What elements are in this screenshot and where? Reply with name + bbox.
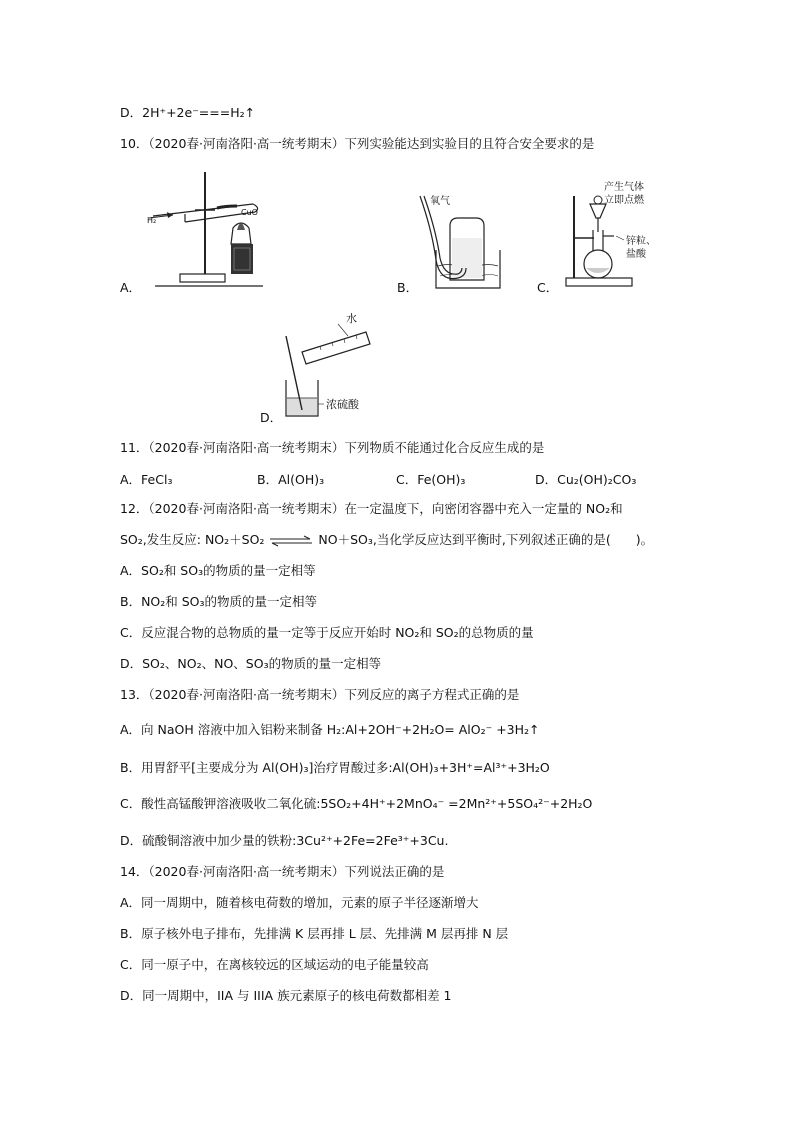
d-water-label: 水 [346,312,357,325]
q10-option-a-label: A． [120,280,142,295]
q12-option-c: C．反应混合物的总物质的量一定等于反应开始时 NO₂和 SO₂的总物质的量 [120,625,534,640]
q11-option-c: C．Fe(OH)₃ [396,472,466,487]
a-cuo-label: CuO [241,208,258,217]
d-acid-label: 浓硫酸 [326,398,359,411]
a-h2-label: H₂ [147,216,157,225]
apparatus-d-figure [280,308,380,420]
q13-stem: 13．（2020春·河南洛阳·高一统考期末）下列反应的离子方程式正确的是 [120,687,520,702]
q10-option-b-label: B． [397,280,419,295]
q11-option-b: B．Al(OH)₃ [257,472,325,487]
q11-option-d: D．Cu₂(OH)₂CO₃ [535,472,637,487]
q10-stem: 10．（2020春·河南洛阳·高一统考期末）下列实验能达到实验目的且符合安全要求的是 [120,136,595,151]
q13-option-c: C．酸性高锰酸钾溶液吸收二氧化硫:5SO₂+4H⁺+2MnO₄⁻ =2Mn²⁺+5SO₄²⁻+2H₂O [120,796,593,811]
c-ignite-label: 立即点燃 [604,195,644,206]
q11-option-a: A．FeCl₃ [120,472,173,487]
q12-stem-line2-pre: SO₂,发生反应: NO₂＋SO₂ [120,532,265,547]
q12-stem-line2-post: NO＋SO₃,当化学反应达到平衡时,下列叙述正确的是( )。 [318,532,654,547]
q13-option-d: D．硫酸铜溶液中加少量的铁粉:3Cu²⁺+2Fe=2Fe³⁺+3Cu. [120,833,449,848]
q14-option-a: A．同一周期中，随着核电荷数的增加，元素的原子半径逐渐增大 [120,895,479,910]
q10-option-d-label: D． [260,410,283,425]
q14-option-c: C．同一原子中，在离核较远的区域运动的电子能量较高 [120,957,429,972]
q10-option-c-label: C． [537,280,559,295]
q14-stem: 14．（2020春·河南洛阳·高一统考期末）下列说法正确的是 [120,864,445,879]
apparatus-a-figure [145,168,265,292]
q12-option-b: B．NO₂和 SO₃的物质的量一定相等 [120,594,318,609]
q13-option-a: A．向 NaOH 溶液中加入铝粉来制备 H₂:Al+2OH⁻+2H₂O= AlO₂⁻ +3H₂↑ [120,722,540,737]
c-acid-label: 盐酸 [626,249,646,260]
q13-option-b: B．用胃舒平[主要成分为 Al(OH)₃]治疗胃酸过多:Al(OH)₃+3H⁺=Al³⁺+3H₂O [120,760,550,775]
b-oxygen-label: 氧气 [430,196,450,207]
equilibrium-arrow-icon [268,535,314,547]
q12-option-a: A．SO₂和 SO₃的物质的量一定相等 [120,563,316,578]
q14-option-b: B．原子核外电子排布，先排满 K 层再排 L 层、先排满 M 层再排 N 层 [120,926,509,941]
q11-stem: 11．（2020春·河南洛阳·高一统考期末）下列物质不能通过化合反应生成的是 [120,440,545,455]
apparatus-c-figure [560,174,670,292]
q12-stem-line1: 12．（2020春·河南洛阳·高一统考期末）在一定温度下，向密闭容器中充入一定量的 NO₂和 [120,501,623,516]
q12-option-d: D．SO₂、NO₂、NO、SO₃的物质的量一定相等 [120,656,382,671]
c-zinc-label: 锌粒、 [626,236,656,247]
q14-option-d: D．同一周期中，IIA 与 IIIA 族元素原子的核电荷数都相差 1 [120,988,452,1003]
apparatus-b-figure [418,190,503,292]
q12-stem-line2 [120,532,653,548]
q9-option-d: D．2H⁺+2e⁻===H₂↑ [120,105,256,120]
c-gas-label: 产生气体 [604,182,644,193]
